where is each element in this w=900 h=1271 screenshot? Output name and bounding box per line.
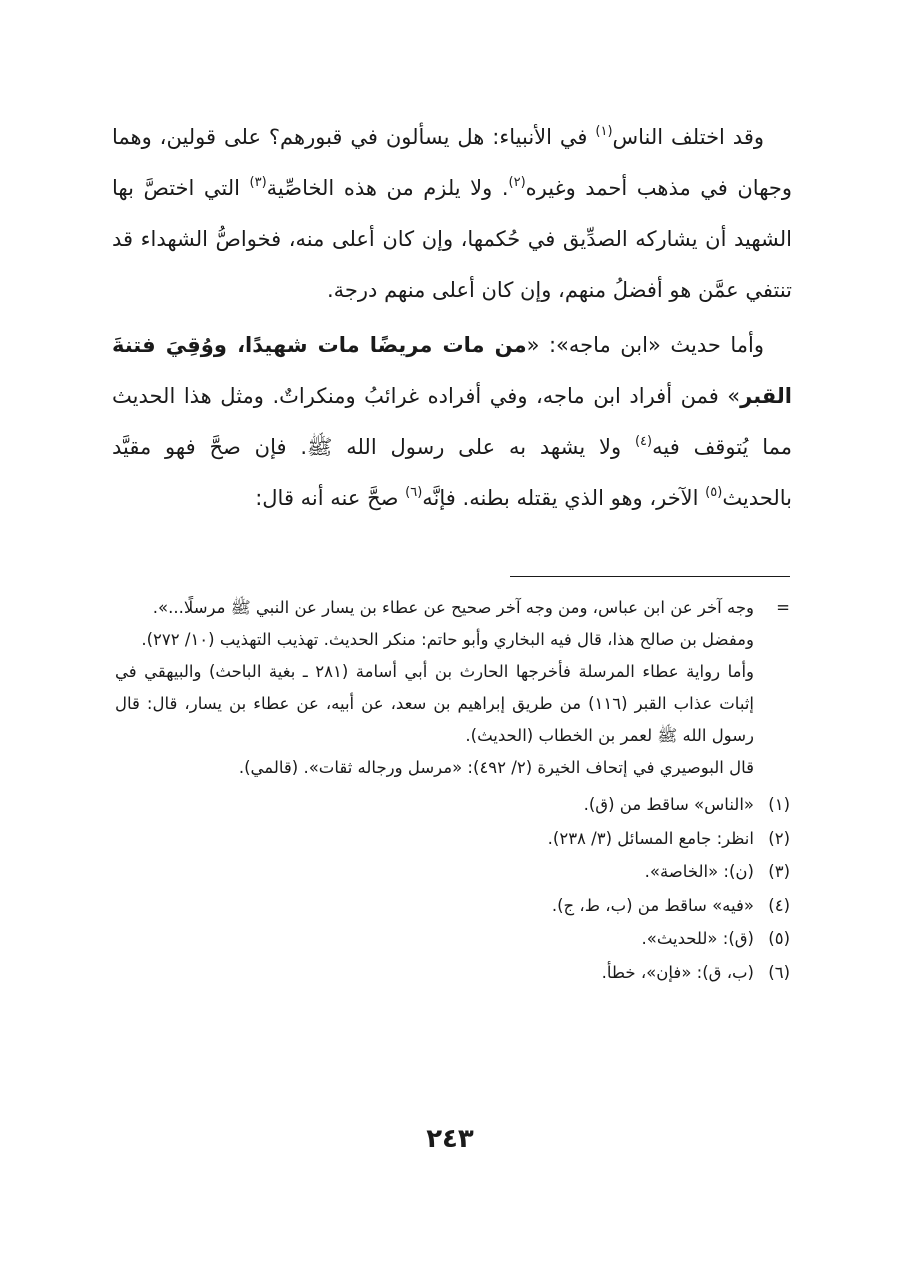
footnote-number: (٢)	[768, 828, 790, 848]
footnote-text: «الناس» ساقط من (ق).	[583, 795, 754, 814]
footnote-6	[115, 956, 790, 990]
p1-text-a: وقد اختلف الناس	[612, 125, 765, 149]
footnote-ref-5: (٥)	[705, 485, 723, 500]
page-number: ٢٤٣	[426, 1124, 474, 1154]
footnote-continuation	[115, 592, 790, 624]
footnote-3	[115, 855, 790, 889]
footnote-ref-3: (٣)	[249, 175, 267, 190]
p2-text-e: صحَّ عنه أنه قال:	[255, 486, 406, 510]
continuation-line-1: وجه آخر عن ابن عباس، ومن وجه آخر صحيح عن عطاء بن يسار عن النبي ﷺ مرسلًا...».	[152, 598, 754, 617]
continuation-paragraph-4: قال البوصيري في إتحاف الخيرة (٢/ ٤٩٢): «مرسل ورجاله ثقات». (قالمي).	[238, 758, 754, 777]
footnote-2	[115, 822, 790, 856]
footnote-ref-6: (٦)	[405, 485, 423, 500]
continuation-marker: =	[776, 598, 790, 617]
footnotes	[115, 592, 790, 989]
footnote-ref-2: (٢)	[508, 175, 526, 190]
hadith-quote: من مات مريضًا مات شهيدًا، ووُقِيَ فتنةَ القبر	[112, 333, 792, 408]
footnote-list	[115, 788, 790, 989]
footnote-text: «فيه» ساقط من (ب، ط، ج).	[551, 895, 754, 915]
p2-text-c: ولا يشهد به على رسول الله ﷺ. فإن صحَّ فهو مقيَّد بالحديث	[112, 435, 792, 510]
footnote-1	[115, 788, 790, 822]
footnote-number: (٣)	[768, 862, 790, 881]
footnote-4	[115, 889, 790, 923]
p1-text-b: في الأنبياء: هل يسألون في قبورهم؟ على قولين، وهما وجهان في مذهب أحمد وغيره	[112, 125, 792, 200]
footnote-number: (٥)	[768, 929, 790, 948]
footnote-separator	[510, 576, 790, 577]
footnote-text: (ق): «للحديث».	[641, 929, 754, 948]
footnote-number: (٤)	[768, 895, 790, 915]
continuation-paragraph-3: وأما رواية عطاء المرسلة فأخرجها الحارث بن أبي أسامة (٢٨١ ـ بغية الباحث) والبيهقي في إثبات عذاب القبر (١١٦) من طريق إبراهيم بن سعد، عن أبيه، عن عطاء بن يسار، قال: قال رسول الله ﷺ لعمر بن الخطاب (الحديث).	[115, 662, 755, 745]
footnote-number: (١)	[768, 795, 790, 814]
footnote-ref-1: (١)	[595, 124, 613, 139]
p2-text-b: » فمن أفراد ابن ماجه، وفي أفراده غرائبُ ومنكراتٌ. ومثل هذا الحديث مما يُتوقف فيه	[112, 384, 792, 459]
p2-text-d: الآخر، وهو الذي يقتله بطنه. فإنَّه	[422, 486, 706, 510]
continuation-paragraph-2: ومفضل بن صالح هذا، قال فيه البخاري وأبو حاتم: منكر الحديث. تهذيب التهذيب (١٠/ ٢٧٢).	[141, 630, 754, 649]
footnote-number: (٦)	[768, 962, 790, 982]
footnote-text: (ن): «الخاصة».	[644, 862, 754, 881]
paragraph-2	[112, 320, 792, 524]
paragraph-1	[112, 112, 792, 316]
footnote-text: انظر: جامع المسائل (٣/ ٢٣٨).	[547, 828, 754, 848]
p1-text-d: التي اختصَّ بها الشهيد أن يشاركه الصدِّيق في حُكمها، وإن كان أعلى منه، فخواصُّ الشهداء قد تنتفي عمَّن هو أفضلُ منهم، وإن كان أعلى منهم درجة.	[112, 176, 792, 302]
footnote-ref-4: (٤)	[634, 434, 653, 449]
footnote-text: (ب، ق): «فإن»، خطأ.	[601, 962, 754, 982]
p1-text-c: . ولا يلزم من هذه الخاصِّية	[266, 176, 509, 200]
footnote-5	[115, 922, 790, 956]
main-text	[112, 112, 792, 524]
p2-text-a: وأما حديث «ابن ماجه»: «	[526, 333, 764, 357]
